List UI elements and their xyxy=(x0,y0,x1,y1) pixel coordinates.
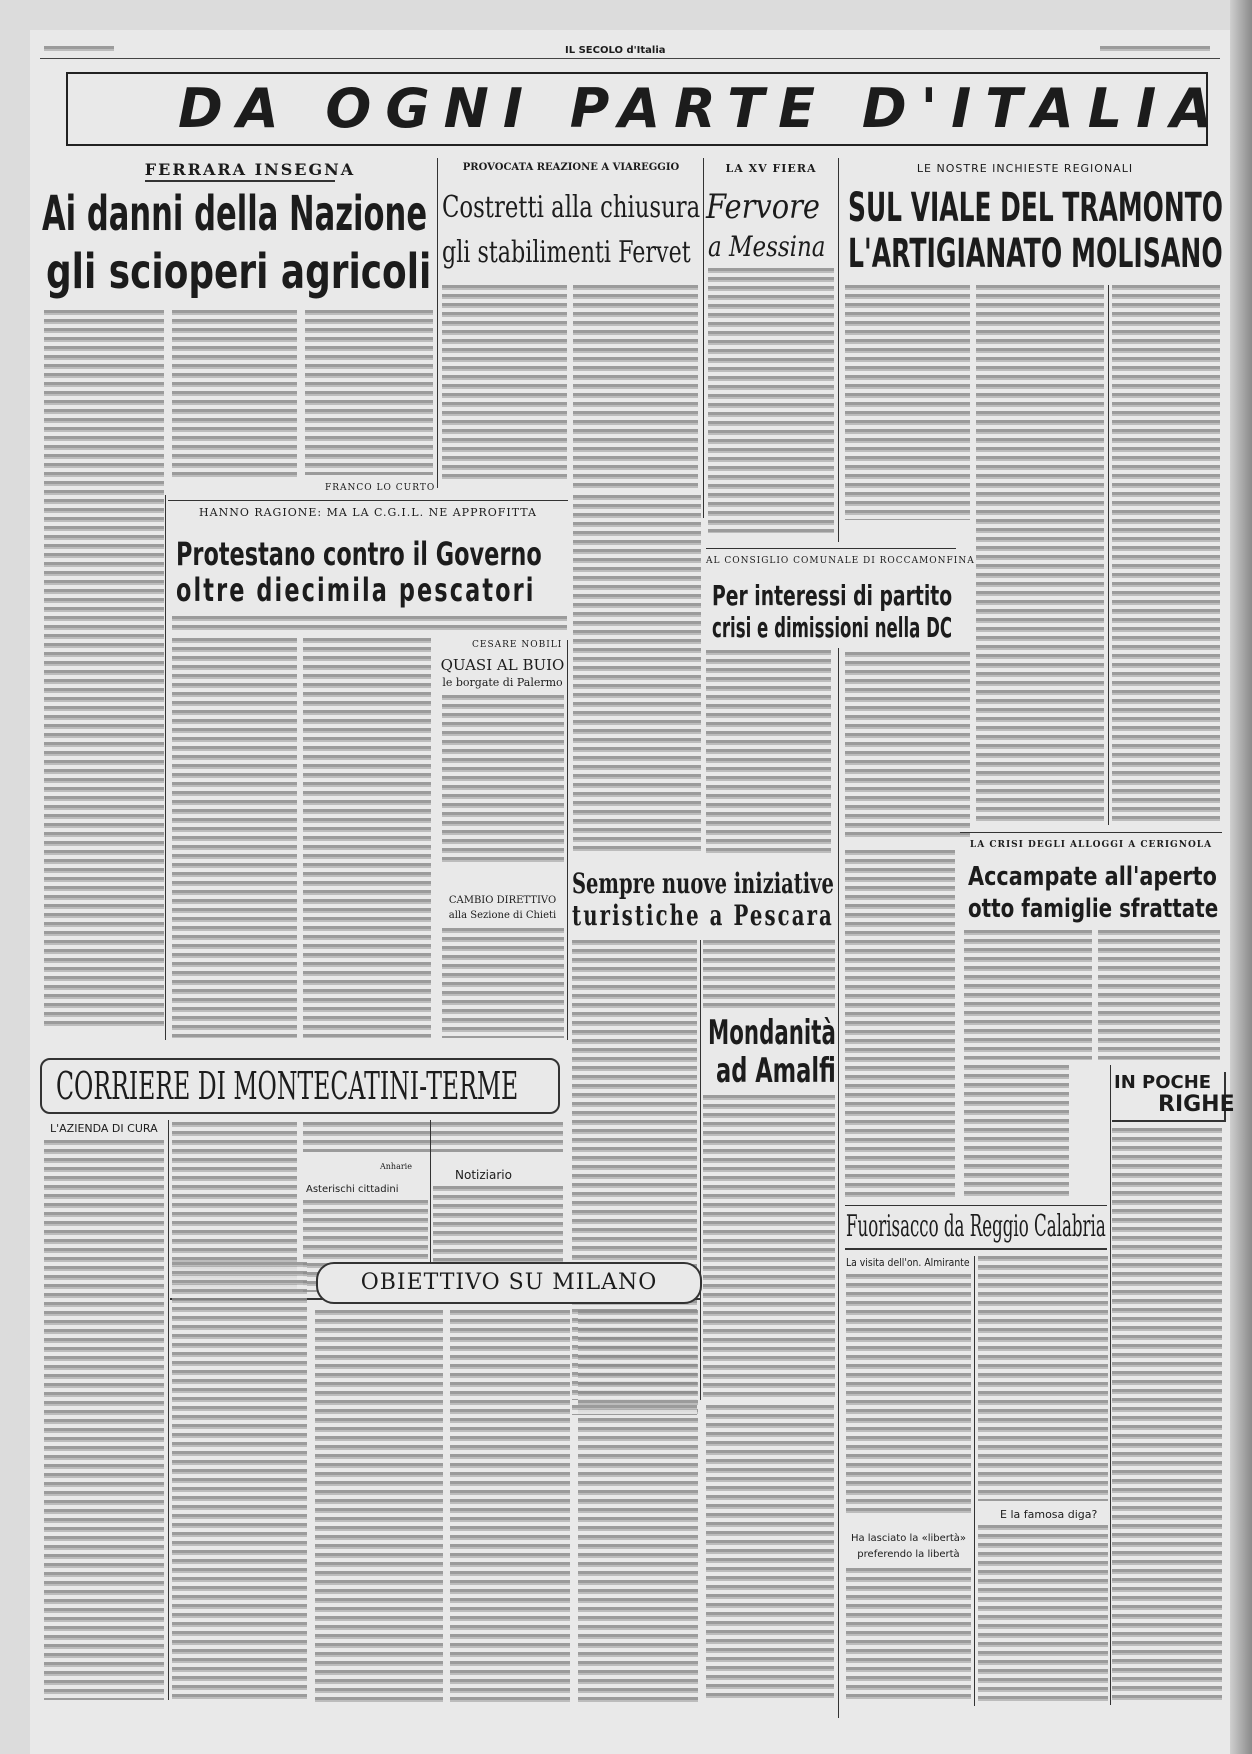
rule xyxy=(960,832,1222,833)
poche-righe-box xyxy=(1112,1072,1235,1122)
headline-chieti-1: CAMBIO DIRETTIVO xyxy=(448,895,557,906)
byline-pescatori: CESARE NOBILI xyxy=(472,640,563,650)
rule xyxy=(706,548,956,549)
article-body xyxy=(172,310,297,480)
article-body xyxy=(572,1405,697,1415)
headline-pescatori-2: oltre diecimila pescatori xyxy=(176,571,536,609)
article-body xyxy=(172,638,297,1038)
article-body xyxy=(303,638,431,1038)
headline-viareggio-2: gli stabilimenti Fervet xyxy=(442,235,691,270)
subhead-liberta-1: Ha lasciato la «libertà» xyxy=(850,1533,967,1544)
section-banner xyxy=(66,72,1226,146)
column-rule xyxy=(703,158,704,518)
article-body xyxy=(450,1310,570,1702)
rule xyxy=(145,180,335,182)
kicker-messina: LA XV FIERA xyxy=(725,162,817,175)
headline-messina-2: a Messina xyxy=(708,230,826,263)
article-body xyxy=(305,310,433,475)
rule xyxy=(845,1248,1107,1250)
rubric-notiziario: Notiziario xyxy=(455,1168,512,1182)
kicker-viareggio: PROVOCATA REAZIONE A VIAREGGIO xyxy=(462,162,680,173)
article-body xyxy=(442,695,564,865)
article-body xyxy=(978,1525,1108,1703)
headline-ferrara-1: Ai danni della Nazione xyxy=(42,186,428,242)
column-rule xyxy=(437,158,438,488)
article-body xyxy=(172,1262,307,1702)
milano-banner xyxy=(316,1262,702,1304)
masthead-title: IL SECOLO d'Italia xyxy=(565,45,666,56)
rubric-asterischi: Asterischi cittadini xyxy=(306,1184,399,1195)
article-body xyxy=(978,1256,1108,1501)
column-rule xyxy=(165,495,166,1040)
article-body xyxy=(578,1310,698,1702)
article-body xyxy=(976,285,1104,825)
rule xyxy=(168,500,568,501)
headline-messina-1: Fervore xyxy=(706,187,821,227)
headline-pescatori-1: Protestano contro il Governo xyxy=(176,535,542,573)
article-body xyxy=(846,1274,971,1514)
headline-ferrara-2: gli scioperi agricoli xyxy=(46,244,432,300)
kicker-ferrara: FERRARA INSEGNA xyxy=(144,160,356,179)
article-body xyxy=(573,285,698,490)
column-rule xyxy=(567,640,568,1040)
headline-amalfi-2: ad Amalfi xyxy=(716,1051,836,1091)
rule xyxy=(845,1205,1107,1206)
headline-cerignola-2: otto famiglie sfrattate xyxy=(968,894,1219,924)
article-body xyxy=(44,1140,164,1700)
rubric-label: Anharie xyxy=(380,1162,412,1171)
headline-roccamonfina-2: crisi e dimissioni nella DC xyxy=(712,611,953,644)
article-body xyxy=(172,616,567,634)
subhead-diga: E la famosa diga? xyxy=(1000,1508,1098,1521)
headline-roccamonfina-1: Per interessi di partito xyxy=(712,579,953,612)
section-banner-title: DA OGNI PARTE D'ITALIA xyxy=(178,77,1226,140)
article-body xyxy=(442,928,564,1038)
article-body xyxy=(1112,1128,1222,1703)
article-body xyxy=(706,650,831,855)
article-body xyxy=(44,310,164,1030)
column-rule xyxy=(838,648,839,1718)
montecatini-banner-title: CORRIERE DI MONTECATINI-TERME xyxy=(56,1064,519,1108)
poche-righe-2: RIGHE xyxy=(1158,1092,1235,1117)
kicker-cerignola: LA CRISI DEGLI ALLOGGI A CERIGNOLA xyxy=(969,840,1213,850)
article-body xyxy=(845,652,970,840)
column-rule xyxy=(1108,285,1109,825)
headline-molise-2: L'ARTIGIANATO MOLISANO xyxy=(848,231,1223,277)
article-body xyxy=(845,850,955,1200)
article-body xyxy=(845,285,970,520)
poche-righe-1: IN POCHE xyxy=(1114,1072,1212,1093)
column-rule xyxy=(838,158,839,542)
headline-amalfi-1: Mondanità xyxy=(708,1013,836,1053)
subhead-liberta-2: preferendo la libertà xyxy=(857,1549,960,1560)
subhead-almirante: La visita dell'on. Almirante xyxy=(846,1256,970,1269)
page-number xyxy=(44,46,114,54)
article-body xyxy=(703,1095,835,1400)
montecatini-subhead: L'AZIENDA DI CURA xyxy=(50,1122,158,1135)
headline-palermo-1: QUASI AL BUIO xyxy=(440,656,565,674)
article-body xyxy=(964,1065,1069,1200)
headline-reggio: Fuorisacco da Reggio Calabria xyxy=(846,1209,1106,1244)
article-body xyxy=(964,930,1092,1060)
article-body xyxy=(708,268,834,533)
masthead-rule xyxy=(40,58,1220,59)
headline-pescara-1: Sempre nuove iniziative xyxy=(572,867,834,900)
column-rule xyxy=(700,940,701,1400)
kicker-roccamonfina: AL CONSIGLIO COMUNALE DI ROCCAMONFINA xyxy=(706,556,975,566)
column-rule xyxy=(974,1256,975,1706)
montecatini-banner xyxy=(40,1058,560,1114)
article-body xyxy=(846,1568,971,1703)
kicker-pescatori: HANNO RAGIONE: MA LA C.G.I.L. NE APPROFITTA xyxy=(199,506,537,519)
masthead-date xyxy=(1100,46,1210,54)
article-body xyxy=(706,1405,834,1702)
kicker-molise: LE NOSTRE INCHIESTE REGIONALI xyxy=(916,162,1134,175)
article-body xyxy=(703,940,835,1010)
article-body xyxy=(303,1122,563,1152)
page-binding-edge xyxy=(1230,0,1252,1754)
headline-chieti-2: alla Sezione di Chieti xyxy=(448,910,557,921)
column-rule xyxy=(168,1120,169,1700)
headline-palermo-2: le borgate di Palermo xyxy=(442,676,563,689)
article-body xyxy=(573,495,701,855)
article-body xyxy=(315,1310,443,1702)
article-body xyxy=(442,285,567,480)
headline-cerignola-1: Accampate all'aperto xyxy=(968,862,1217,892)
article-body xyxy=(1112,285,1220,825)
headline-pescara-2: turistiche a Pescara xyxy=(572,899,834,932)
milano-banner-title: OBIETTIVO SU MILANO xyxy=(360,1270,658,1295)
headline-molise-1: SUL VIALE DEL TRAMONTO xyxy=(848,185,1223,231)
article-body xyxy=(1098,930,1220,1060)
headline-viareggio-1: Costretti alla chiusura xyxy=(442,190,701,225)
column-rule xyxy=(1110,1065,1111,1705)
byline-ferrara: FRANCO LO CURTO xyxy=(325,483,436,493)
